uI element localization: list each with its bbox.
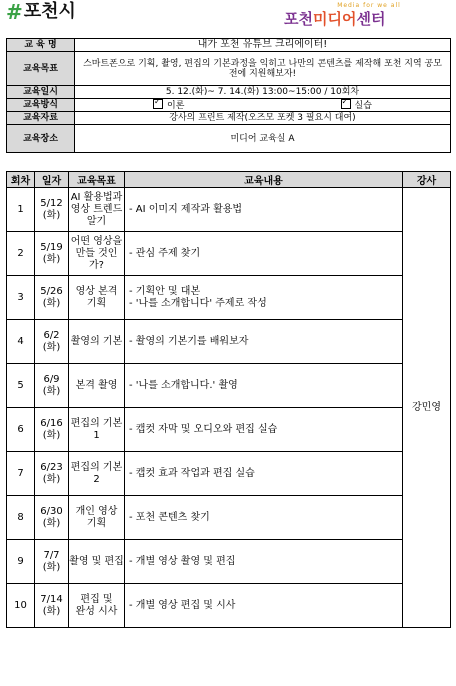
session-number: 4 (7, 320, 35, 364)
info-row-materials (7, 112, 451, 125)
session-goal: 촬영 및 편집 (69, 540, 125, 584)
course-goal: 스마트폰으로 기획, 촬영, 편집의 기본과정을 익히고 나만의 콘텐츠를 제작해 포천 지역 공모전에 지원해보자! (75, 52, 451, 86)
schedule-row (7, 540, 451, 584)
session-content: - 기획안 및 대본 - '나를 소개합니다' 주제로 작성 (125, 276, 403, 320)
session-goal: 본격 촬영 (69, 364, 125, 408)
info-row-title (7, 39, 451, 52)
schedule-row (7, 584, 451, 628)
session-number: 1 (7, 188, 35, 232)
course-title: 내가 포천 유튜브 크리에이터! (75, 39, 451, 52)
session-number: 8 (7, 496, 35, 540)
col-header-goal: 교육목표 (69, 172, 125, 188)
col-header-session: 회차 (7, 172, 35, 188)
schedule-body (7, 188, 451, 628)
session-goal: 개인 영상 기획 (69, 496, 125, 540)
media-center-name: 포천미디어센터 (284, 10, 386, 28)
media-center-tagline: Media for we all (337, 2, 401, 9)
info-row-method (7, 99, 451, 112)
media-center-logo (284, 2, 454, 30)
session-number: 9 (7, 540, 35, 584)
info-row-location (7, 125, 451, 153)
info-row-datetime (7, 86, 451, 99)
method-theory: ✓ 이론 (153, 99, 184, 111)
session-date: 5/26 (화) (35, 276, 69, 320)
session-goal: AI 활용법과 영상 트렌드 알기 (69, 188, 125, 232)
method-practice: ✓ 실습 (341, 99, 372, 111)
session-number: 7 (7, 452, 35, 496)
info-label: 교육목표 (7, 52, 75, 86)
checkbox-checked-icon (341, 99, 351, 109)
session-content: - 개별 영상 편집 및 시사 (125, 584, 403, 628)
schedule-row (7, 232, 451, 276)
schedule-row (7, 364, 451, 408)
session-content: - AI 이미지 제작과 활용법 (125, 188, 403, 232)
session-number: 10 (7, 584, 35, 628)
session-date: 6/9 (화) (35, 364, 69, 408)
session-number: 3 (7, 276, 35, 320)
session-content: - 포천 콘텐츠 찾기 (125, 496, 403, 540)
session-date: 6/16 (화) (35, 408, 69, 452)
session-date: 6/2 (화) (35, 320, 69, 364)
pocheon-city-logo (6, 2, 76, 22)
checkbox-checked-icon (153, 99, 163, 109)
session-date: 6/30 (화) (35, 496, 69, 540)
info-row-goal (7, 52, 451, 86)
info-label: 교 육 명 (7, 39, 75, 52)
session-content: - 촬영의 기본기를 배워보자 (125, 320, 403, 364)
schedule-row (7, 408, 451, 452)
col-header-content: 교육내용 (125, 172, 403, 188)
session-content: - 캡컷 효과 작업과 편집 실습 (125, 452, 403, 496)
course-datetime: 5. 12.(화)~ 7. 14.(화) 13:00~15:00 / 10회차 (75, 86, 451, 99)
session-number: 5 (7, 364, 35, 408)
city-name: 포천시 (23, 1, 76, 22)
schedule-row (7, 188, 451, 232)
course-info-table (6, 38, 451, 153)
session-content: - 캡컷 자막 및 오디오와 편집 실습 (125, 408, 403, 452)
info-label: 교육장소 (7, 125, 75, 153)
session-date: 7/14 (화) (35, 584, 69, 628)
session-goal: 편집 및 완성 시사 (69, 584, 125, 628)
col-header-instructor: 강사 (403, 172, 451, 188)
session-goal: 어떤 영상을 만들 것인가? (69, 232, 125, 276)
col-header-date: 일자 (35, 172, 69, 188)
page-header (0, 0, 456, 32)
schedule-row (7, 276, 451, 320)
session-content: - '나를 소개합니다.' 촬영 (125, 364, 403, 408)
course-materials: 강사의 프린트 제작(오즈모 포켓 3 필요시 대여) (75, 112, 451, 125)
session-goal: 편집의 기본2 (69, 452, 125, 496)
hash-icon: # (6, 0, 23, 24)
schedule-row (7, 496, 451, 540)
session-date: 6/23 (화) (35, 452, 69, 496)
instructor-name: 강민영 (403, 188, 451, 628)
schedule-table (6, 171, 451, 628)
info-label: 교육일시 (7, 86, 75, 99)
session-goal: 영상 본격 기획 (69, 276, 125, 320)
session-goal: 편집의 기본1 (69, 408, 125, 452)
session-date: 5/12 (화) (35, 188, 69, 232)
info-label: 교육자료 (7, 112, 75, 125)
session-content: - 관심 주제 찾기 (125, 232, 403, 276)
session-date: 5/19 (화) (35, 232, 69, 276)
info-label: 교육방식 (7, 99, 75, 112)
session-number: 2 (7, 232, 35, 276)
schedule-row (7, 320, 451, 364)
session-content: - 개별 영상 촬영 및 편집 (125, 540, 403, 584)
course-method (75, 99, 451, 112)
session-date: 7/7 (화) (35, 540, 69, 584)
course-location: 미디어 교육실 A (75, 125, 451, 153)
schedule-row (7, 452, 451, 496)
session-goal: 촬영의 기본 (69, 320, 125, 364)
schedule-header-row (7, 172, 451, 188)
session-number: 6 (7, 408, 35, 452)
